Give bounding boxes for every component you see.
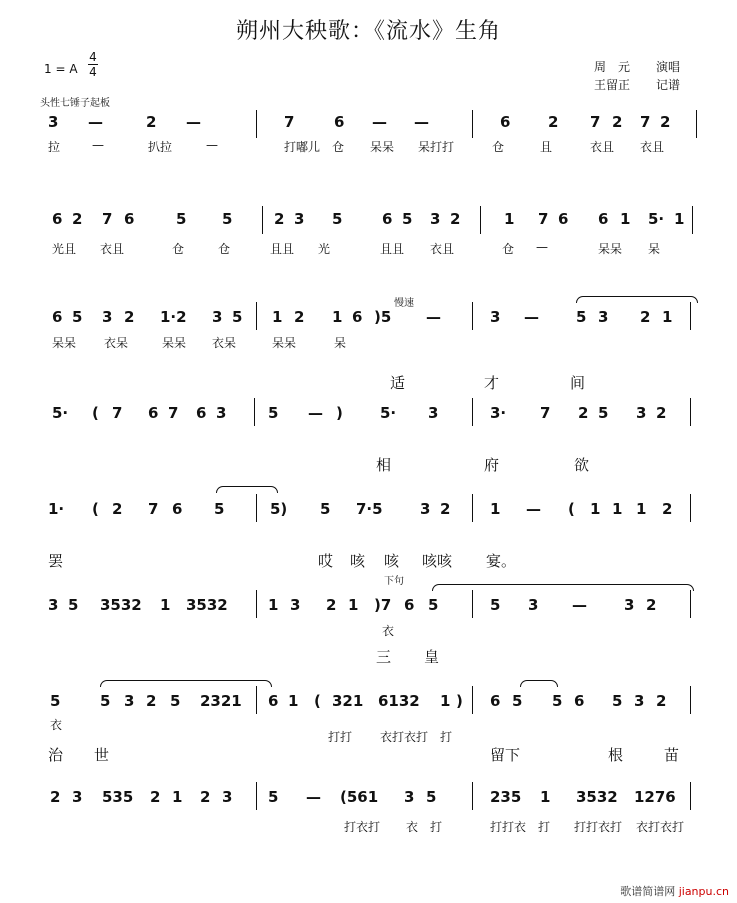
- note: 5: [176, 210, 187, 228]
- note: 3: [404, 788, 415, 806]
- note: 2: [146, 113, 157, 131]
- note: 5·: [648, 210, 665, 228]
- note: 2: [548, 113, 559, 131]
- note: 3: [222, 788, 233, 806]
- lyric: 仓: [218, 242, 231, 256]
- lyric: —: [92, 138, 104, 152]
- note: 6: [196, 404, 207, 422]
- lyric: 衣且: [590, 140, 615, 154]
- slur: [520, 680, 558, 687]
- note: 5: [332, 210, 343, 228]
- sung-word: 咳: [350, 552, 366, 570]
- note: 5: [50, 692, 61, 710]
- lyric: 衣且: [430, 242, 455, 256]
- note: 6: [148, 404, 159, 422]
- note: 5: [170, 692, 181, 710]
- lyric: 打: [538, 820, 551, 834]
- lyric-line-3: [0, 334, 737, 350]
- lyric: 仓: [172, 242, 185, 256]
- lyric: 打打衣打: [574, 820, 623, 834]
- barline: [690, 494, 691, 522]
- note: 2: [50, 788, 61, 806]
- note: 1: [268, 596, 279, 614]
- note: 235: [490, 788, 522, 806]
- note: 3·: [490, 404, 507, 422]
- note: 2: [274, 210, 285, 228]
- tempo-mark: 慢速: [394, 298, 414, 309]
- note: 3532: [186, 596, 228, 614]
- note: —: [306, 788, 321, 806]
- note: 3: [598, 308, 609, 326]
- note: 2: [646, 596, 657, 614]
- barline: [690, 782, 691, 810]
- note: 6132: [378, 692, 420, 710]
- phrase-mark: 下句: [384, 576, 404, 587]
- lyric: 呆打打: [418, 140, 455, 154]
- lyric: 呆呆: [272, 336, 297, 350]
- barline: [472, 494, 473, 522]
- sung-word: 根: [608, 746, 624, 764]
- note: 3532: [576, 788, 618, 806]
- lyric-line-8: [0, 818, 737, 834]
- score-line-5: [0, 500, 737, 522]
- sung-word: 三: [376, 648, 392, 666]
- recorder-name: 王留正: [594, 78, 631, 92]
- barline: [256, 686, 257, 714]
- note: 2: [146, 692, 157, 710]
- sung-word: 罢: [48, 552, 64, 570]
- note: 6: [558, 210, 569, 228]
- lyric: 光: [318, 242, 331, 256]
- note: (: [92, 404, 99, 422]
- note: 1276: [634, 788, 676, 806]
- recorder-role: 记谱: [656, 78, 681, 92]
- note: )7: [374, 596, 392, 614]
- barline: [480, 206, 481, 234]
- lyric: —: [536, 240, 548, 254]
- note: 2: [326, 596, 337, 614]
- barline: [696, 110, 697, 138]
- sung-word: 世: [94, 746, 110, 764]
- note: )5: [374, 308, 392, 326]
- note: 2: [656, 404, 667, 422]
- note: 5·: [52, 404, 69, 422]
- score-line-1: [0, 113, 737, 135]
- barline: [472, 782, 473, 810]
- lyric-line-7b: [0, 728, 737, 744]
- note: (: [314, 692, 321, 710]
- sung-word: 欲: [574, 456, 590, 474]
- note: 1·2: [160, 308, 187, 326]
- barline: [262, 206, 263, 234]
- sung-word: 咳咳: [422, 552, 453, 570]
- note: 2: [578, 404, 589, 422]
- note: 1: [504, 210, 515, 228]
- lyric: 且且: [380, 242, 405, 256]
- note: 5: [402, 210, 413, 228]
- note: 2: [200, 788, 211, 806]
- score-line-8: [0, 788, 737, 810]
- lyric: 衣打衣打: [636, 820, 685, 834]
- slur: [216, 486, 278, 493]
- note: 6: [268, 692, 279, 710]
- note: —: [426, 308, 441, 326]
- sung-word: 相: [376, 456, 392, 474]
- lyric: —: [206, 138, 218, 152]
- note: 7: [112, 404, 123, 422]
- note: 5: [426, 788, 437, 806]
- lyric: 衣打衣打: [380, 730, 429, 744]
- note: 1: [440, 692, 451, 710]
- lyric-line-1: [0, 138, 737, 154]
- note: 6: [404, 596, 415, 614]
- sung-word: 宴。: [486, 552, 517, 570]
- lyric: 衣呆: [212, 336, 237, 350]
- lyric: 扒拉: [148, 140, 173, 154]
- lyric: 衣: [50, 718, 63, 732]
- note: 7: [168, 404, 179, 422]
- note: 1: [332, 308, 343, 326]
- sung-word: 哎: [318, 552, 334, 570]
- note: 3: [420, 500, 431, 518]
- note: 2: [656, 692, 667, 710]
- note: 1: [348, 596, 359, 614]
- time-sig-bottom: 4: [89, 65, 97, 79]
- sung-word: 间: [570, 374, 586, 392]
- note: 7: [538, 210, 549, 228]
- note: 1: [272, 308, 283, 326]
- note: 7: [590, 113, 601, 131]
- lyric: 仓: [492, 140, 505, 154]
- sung-word: 才: [484, 374, 500, 392]
- sung-word: 府: [484, 456, 500, 474]
- note: 5: [268, 404, 279, 422]
- note: 2: [112, 500, 123, 518]
- time-sig-top: 4: [89, 50, 97, 64]
- lyric: 打: [440, 730, 453, 744]
- note: 535: [102, 788, 134, 806]
- note: 5): [270, 500, 288, 518]
- note: 2: [150, 788, 161, 806]
- note: 1: [612, 500, 623, 518]
- note: 5·: [380, 404, 397, 422]
- time-signature: [88, 50, 98, 79]
- lyric: 衣且: [640, 140, 665, 154]
- note: 5: [490, 596, 501, 614]
- lyric: 打打: [328, 730, 353, 744]
- slur: [100, 680, 272, 687]
- note: 2: [640, 308, 651, 326]
- note: 1: [172, 788, 183, 806]
- lyric: 衣且: [100, 242, 125, 256]
- slur: [576, 296, 698, 303]
- note: 3: [72, 788, 83, 806]
- lyric: 光且: [52, 242, 77, 256]
- note: 1: [288, 692, 299, 710]
- note: 2: [450, 210, 461, 228]
- note: 1: [620, 210, 631, 228]
- note: ): [336, 404, 343, 422]
- note: 1: [540, 788, 551, 806]
- note: 7: [102, 210, 113, 228]
- note: 3: [294, 210, 305, 228]
- note: 3: [212, 308, 223, 326]
- note: 6: [500, 113, 511, 131]
- note: 5: [72, 308, 83, 326]
- barline: [256, 782, 257, 810]
- note: ): [456, 692, 463, 710]
- note: 6: [382, 210, 393, 228]
- key-signature: 1 = A: [44, 62, 78, 76]
- note: 7: [640, 113, 651, 131]
- barline: [472, 110, 473, 138]
- watermark-url: jianpu.cn: [678, 885, 729, 898]
- lyric: 呆: [334, 336, 347, 350]
- barline: [690, 302, 691, 330]
- note: 3: [624, 596, 635, 614]
- note: —: [186, 113, 201, 131]
- note: 6: [598, 210, 609, 228]
- note: 5: [268, 788, 279, 806]
- note: 7·5: [356, 500, 383, 518]
- barline: [256, 590, 257, 618]
- note: 3: [48, 596, 59, 614]
- note: 5: [612, 692, 623, 710]
- note: 1: [590, 500, 601, 518]
- note: 5: [214, 500, 225, 518]
- lyric: 呆呆: [370, 140, 395, 154]
- watermark-site-name: 歌谱简谱网: [620, 885, 676, 898]
- note: 1: [490, 500, 501, 518]
- lyric: 呆: [648, 242, 661, 256]
- note: 5: [222, 210, 233, 228]
- score-title: 朔州大秧歌：《流水》生角: [235, 19, 501, 44]
- note: 6: [52, 308, 63, 326]
- sung-word: 适: [390, 374, 406, 392]
- barline: [472, 590, 473, 618]
- barline: [690, 686, 691, 714]
- sung-word: 苗: [664, 746, 680, 764]
- note: (: [568, 500, 575, 518]
- note: 3532: [100, 596, 142, 614]
- note: 5: [552, 692, 563, 710]
- score-line-3: [0, 308, 737, 330]
- barline: [472, 302, 473, 330]
- note: —: [308, 404, 323, 422]
- note: 2: [440, 500, 451, 518]
- barline: [690, 398, 691, 426]
- note: 3: [124, 692, 135, 710]
- note: 3: [490, 308, 501, 326]
- lyric: 打打衣: [490, 820, 527, 834]
- note: 5: [512, 692, 523, 710]
- note: —: [414, 113, 429, 131]
- lyric: 仓: [332, 140, 345, 154]
- lyric-line-2: [0, 240, 737, 256]
- note: —: [88, 113, 103, 131]
- note: 1·: [48, 500, 65, 518]
- barline: [472, 686, 473, 714]
- barline: [256, 302, 257, 330]
- note: —: [572, 596, 587, 614]
- note: 7: [284, 113, 295, 131]
- lyric: 呆呆: [598, 242, 623, 256]
- note: (: [92, 500, 99, 518]
- note: 5: [598, 404, 609, 422]
- note: 5: [232, 308, 243, 326]
- barline: [472, 398, 473, 426]
- score-line-2: [0, 210, 737, 232]
- note: 2321: [200, 692, 242, 710]
- note: 1: [662, 308, 673, 326]
- note: 3: [290, 596, 301, 614]
- barline: [256, 110, 257, 138]
- barline: [692, 206, 693, 234]
- note: 5: [100, 692, 111, 710]
- site-watermark: [620, 883, 729, 899]
- note: —: [372, 113, 387, 131]
- note: 3: [216, 404, 227, 422]
- note: —: [526, 500, 541, 518]
- sung-word: 皇: [424, 648, 440, 666]
- note: 2: [124, 308, 135, 326]
- note: 6: [124, 210, 135, 228]
- lyric: 衣呆: [104, 336, 129, 350]
- note: 6: [490, 692, 501, 710]
- note: 6: [352, 308, 363, 326]
- note: (561: [340, 788, 379, 806]
- sung-word: 治: [48, 746, 64, 764]
- note: 6: [172, 500, 183, 518]
- lyric: 仓: [502, 242, 515, 256]
- note: 2: [72, 210, 83, 228]
- score-line-6: [0, 596, 737, 618]
- note: 2: [612, 113, 623, 131]
- barline: [256, 494, 257, 522]
- lyric: 呆呆: [52, 336, 77, 350]
- sung-word: 咳: [384, 552, 400, 570]
- lyric: 衣: [406, 820, 419, 834]
- lyric: 衣: [382, 624, 395, 638]
- note: 1: [636, 500, 647, 518]
- sung-word: 留下: [490, 746, 521, 764]
- lyric: 打嘟儿: [284, 140, 321, 154]
- note: 2: [294, 308, 305, 326]
- singer-role: 演唱: [656, 60, 681, 74]
- note: 3: [48, 113, 59, 131]
- note: 3: [636, 404, 647, 422]
- note: 3: [430, 210, 441, 228]
- singer-name: 周 元: [594, 60, 631, 74]
- lyric: 打: [430, 820, 443, 834]
- note: 6: [52, 210, 63, 228]
- note: 5: [68, 596, 79, 614]
- note: 2: [662, 500, 673, 518]
- score-line-4: [0, 404, 737, 426]
- note: 3: [528, 596, 539, 614]
- note: 7: [540, 404, 551, 422]
- note: 1: [674, 210, 685, 228]
- lyric: 且且: [270, 242, 295, 256]
- score-line-7: [0, 692, 737, 714]
- note: 6: [334, 113, 345, 131]
- lyric: 且: [540, 140, 553, 154]
- lyric: 拉: [48, 140, 61, 154]
- lyric-line-6: [0, 622, 737, 638]
- barline: [690, 590, 691, 618]
- lyric: 打衣打: [344, 820, 381, 834]
- note: —: [524, 308, 539, 326]
- note: 3: [634, 692, 645, 710]
- note: 3: [102, 308, 113, 326]
- note: 3: [428, 404, 439, 422]
- note: 1: [160, 596, 171, 614]
- percussion-note: 头性七锤子起板: [40, 98, 110, 109]
- note: 7: [148, 500, 159, 518]
- note: 5: [320, 500, 331, 518]
- note: 321: [332, 692, 364, 710]
- note: 5: [576, 308, 587, 326]
- barline: [254, 398, 255, 426]
- note: 5: [428, 596, 439, 614]
- note: 2: [660, 113, 671, 131]
- note: 6: [574, 692, 585, 710]
- lyric: 呆呆: [162, 336, 187, 350]
